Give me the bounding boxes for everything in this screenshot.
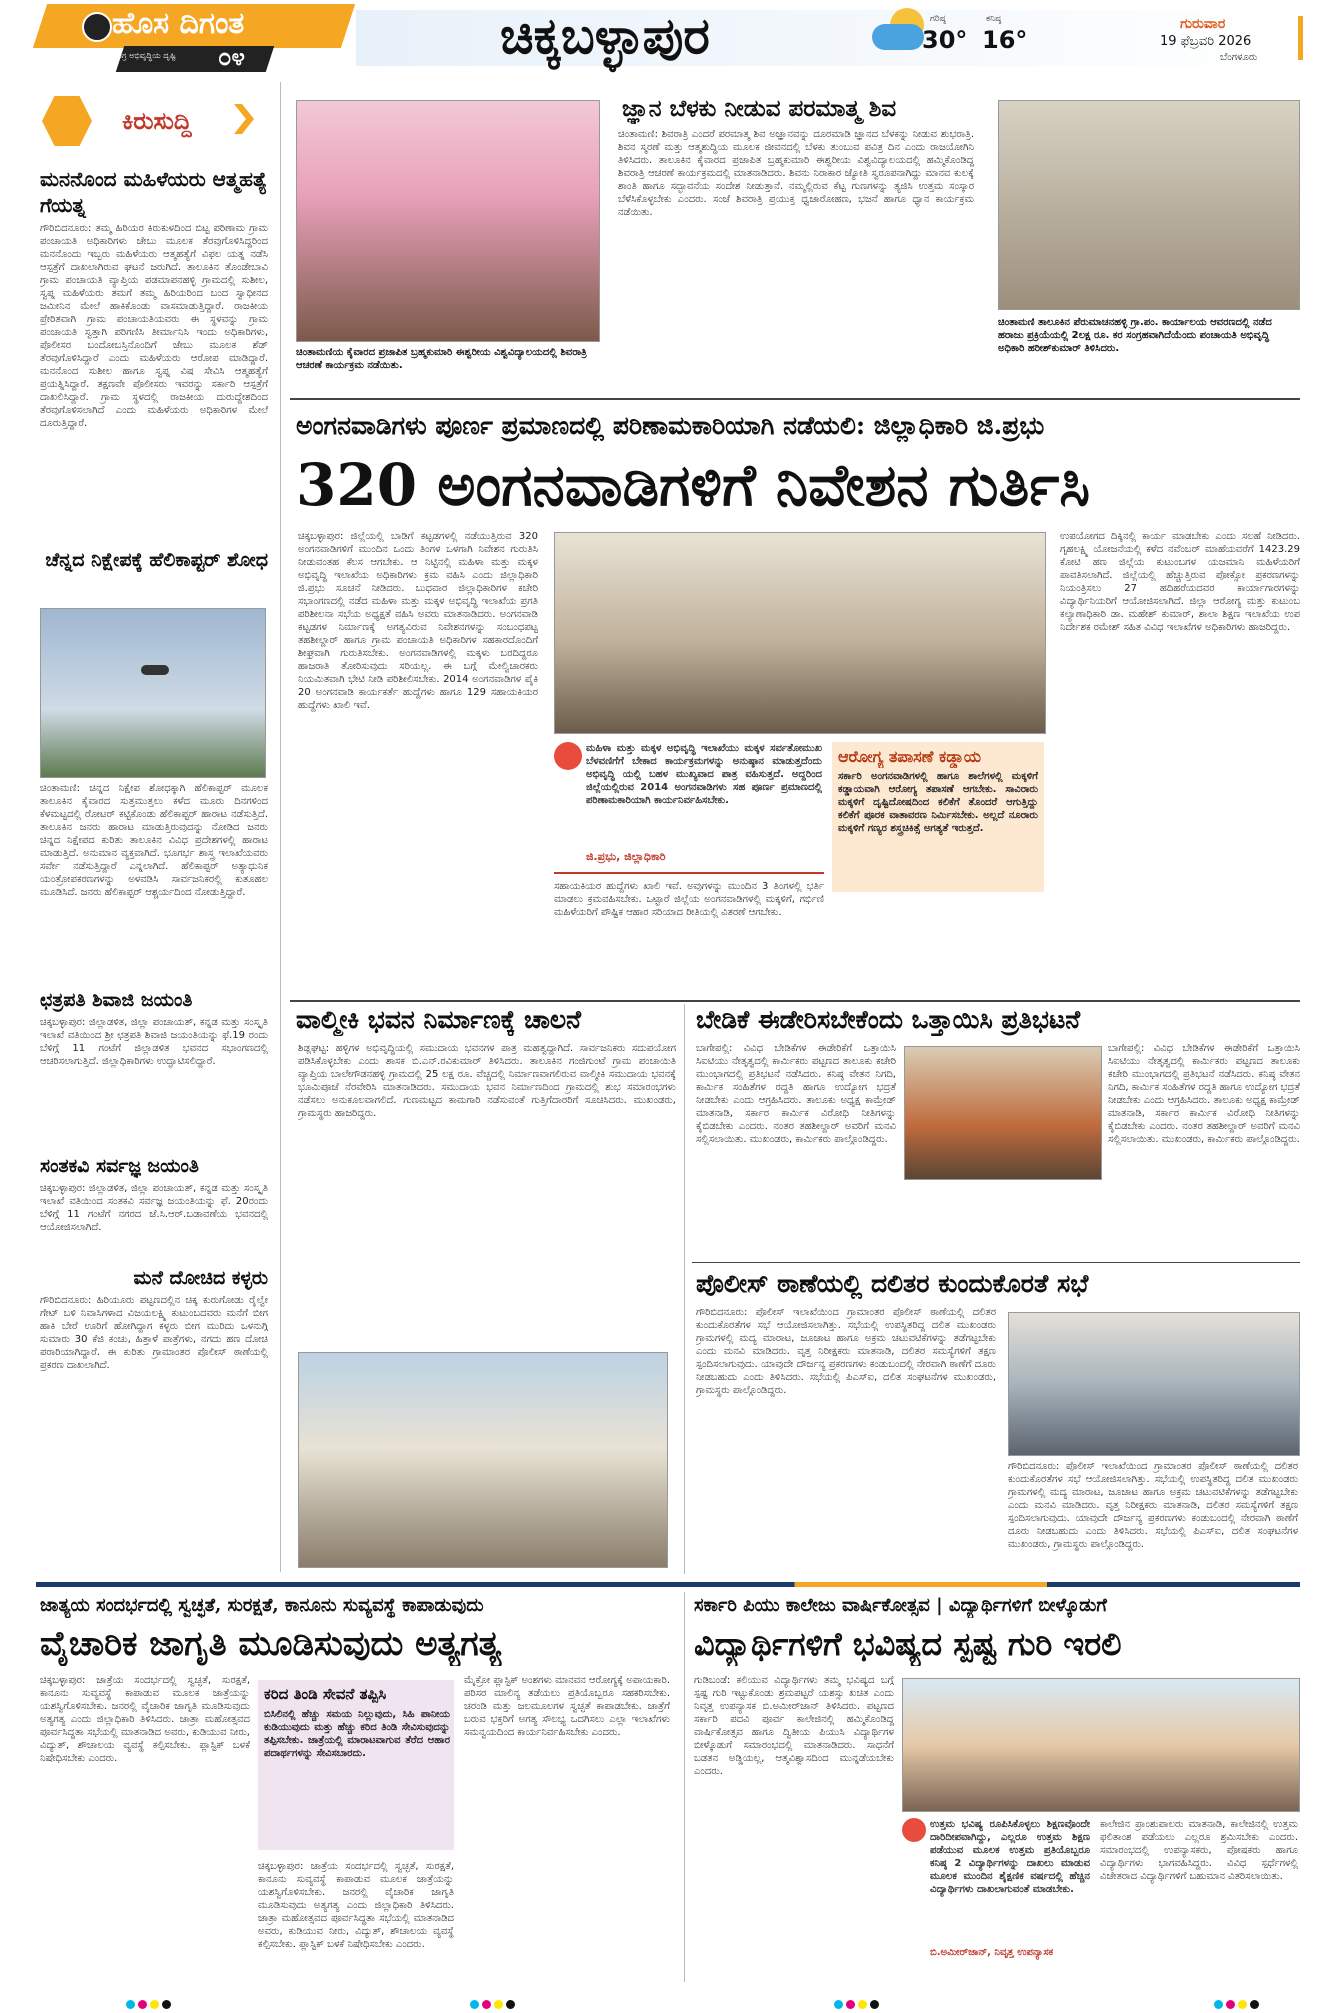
- shiva-story-body: ಚಿಂತಾಮಣಿ: ಶಿವರಾತ್ರಿ ಎಂದರೆ ಪರಮಾತ್ಮ ಶಿವ ಅಜ್ಞಾನವನ್ನು ದೂರಮಾಡಿ ಜ್ಞಾನದ ಬೆಳಕನ್ನು ನೀಡುವ ಶುಭರಾತ್ರಿ. ಶಿವನ ಸ್ಮರಣೆ ಮತ್ತು ಆತ್ಮಶುದ್ಧಿಯ ಮೂಲಕ ಜೀವನದಲ್ಲಿ ಬೆಳಕು ತುಂಬುವ ಪವಿತ್ರ ದಿನ ಎಂದು ರಾಜಯೋಗಿನಿ ತಿಳಿಸಿದರು. ತಾಲೂಕಿನ ಕೈವಾರದ ಪ್ರಜಾಪಿತ ಬ್ರಹ್ಮಕುಮಾರಿ ಈಶ್ವರೀಯ ವಿಶ್ವವಿದ್ಯಾಲಯದಲ್ಲಿ ಹಮ್ಮಿಕೊಂಡಿದ್ದ ಶಿವರಾತ್ರಿ ಆಚರಣೆ ಕಾರ್ಯಕ್ರಮದಲ್ಲಿ ಮಾತನಾಡಿದರು. ಶಿವನು ನಿರಾಕಾರ ಜ್ಯೋತಿ ಸ್ವರೂಪನಾಗಿದ್ದು ಮಾನವ ಕುಲಕ್ಕೆ ಶಾಂತಿ ಹಾಗೂ ಸದ್ಭಾವನೆಯ ಸಂದೇಶ ನೀಡುತ್ತಾನೆ. ನಮ್ಮಲ್ಲಿರುವ ಕೆಟ್ಟ ಗುಣಗಳನ್ನು ತ್ಯಜಿಸಿ ಉತ್ತಮ ಸಂಸ್ಕಾರ ಬೆಳೆಸಿಕೊಳ್ಳಬೇಕು ಎಂದರು. ಸಂಜೆ ಶಿವರಾತ್ರಿ ಪ್ರಯುಕ್ತ ಧ್ವಜಾರೋಹಣ, ಭಜನೆ ಹಾಗೂ ಧ್ಯಾನ ಕಾರ್ಯಕ್ರಮ ನಡೆಯಿತು.: [618, 129, 974, 218]
- brief-5-title: ಮನೆ ದೋಚಿದ ಕಳ್ಳರು: [133, 1267, 268, 1289]
- mid-rule: [290, 1000, 1300, 1002]
- max-temp-label: ಗರಿಷ್ಠ: [930, 14, 946, 24]
- max-temp: 30°: [922, 26, 968, 54]
- college-quote-text: ಉತ್ತಮ ಭವಿಷ್ಯ ರೂಪಿಸಿಕೊಳ್ಳಲು ಶಿಕ್ಷಣವೊಂದೇ ದಾರಿದೀಪವಾಗಿದ್ದು, ಎಲ್ಲರೂ ಉತ್ತಮ ಶಿಕ್ಷಣ ಪಡೆಯುವ ಮೂಲಕ ಉತ್ತಮ ಪ್ರತಿಯೊಬ್ಬರೂ ಕನಿಷ್ಠ 2 ವಿದ್ಯಾರ್ಥಿಗಳನ್ನು ದಾಖಲು ಮಾಡುವ ಮೂಲಕ ಮುಂದಿನ ಶೈಕ್ಷಣಿಕ ವರ್ಷದಲ್ಲಿ ಹೆಚ್ಚಿನ ವಿದ್ಯಾರ್ಥಿಗಳು ದಾಖಲಾಗುವಂತೆ ಮಾಡಬೇಕು.: [930, 1819, 1090, 1895]
- shivaratri-photo: [296, 100, 600, 342]
- lead-kicker: ಅಂಗನವಾಡಿಗಳು ಪೂರ್ಣ ಪ್ರಮಾಣದಲ್ಲಿ ಪರಿಣಾಮಕಾರಿಯಾಗಿ ನಡೆಯಲಿ: ಜಿಲ್ಲಾಧಿಕಾರಿ ಜಿ.ಪ್ರಭು: [296, 411, 1045, 440]
- meeting-photo: [554, 532, 1046, 734]
- quote-mark-icon-2: [902, 1818, 926, 1842]
- health-check-body: ಸರ್ಕಾರಿ ಅಂಗನವಾಡಿಗಳಲ್ಲಿ ಹಾಗೂ ಶಾಲೆಗಳಲ್ಲಿ ಮಕ್ಕಳಿಗೆ ಕಡ್ಡಾಯವಾಗಿ ಆರೋಗ್ಯ ತಪಾಸಣೆ ಆಗಬೇಕು. ಸಾವಿರಾರು ಮಕ್ಕಳಿಗೆ ದೃಷ್ಟಿದೋಷದಿಂದ ಕಲಿಕೆಗೆ ತೊಂದರೆ ಆಗುತ್ತಿದ್ದು ಕಲಿಕೆಗೆ ಪೂರಕ ವಾತಾವರಣ ನಿರ್ಮಿಸಬೇಕು. ಅಲ್ಲದೆ ನೂರಾರು ಮಕ್ಕಳಿಗೆ ಗಣ್ಯರ ಶಸ್ತ್ರಚಿಕಿತ್ಸೆ ಅಗತ್ಯತೆ ಇರುತ್ತದೆ.: [838, 771, 1038, 834]
- page-number: ೦೪: [218, 42, 245, 71]
- brief-1-title: ಮನನೊಂದ ಮಹಿಳೆಯರು ಆತ್ಮಹತ್ಯೆ ಗೆಯತ್ನ: [40, 167, 268, 217]
- valmiki-title: ವಾಲ್ಮೀಕಿ ಭವನ ನಿರ್ಮಾಣಕ್ಕೆ ಚಾಲನೆ: [296, 1005, 582, 1034]
- bottom-column-rule: [684, 1592, 685, 1982]
- helicopter-icon: [141, 665, 169, 675]
- weather-cloud-icon: [872, 24, 924, 50]
- protest-photo: [904, 1046, 1102, 1180]
- lead-quote-box: [554, 742, 824, 874]
- issue-day: ಗುರುವಾರ: [1180, 16, 1226, 32]
- edition-name: ಬೆಂಗಳೂರು: [1220, 52, 1258, 63]
- brand-name: ಹೊಸ ದಿಗಂತ: [112, 6, 245, 41]
- auction-photo: [998, 100, 1300, 310]
- protest-body: ಬಾಗೇಪಲ್ಲಿ: ವಿವಿಧ ಬೇಡಿಕೆಗಳ ಈಡೇರಿಕೆಗೆ ಒತ್ತಾಯಿಸಿ ಸಿಐಟಿಯು ನೇತೃತ್ವದಲ್ಲಿ ಕಾರ್ಮಿಕರು ಪಟ್ಟಣದ ತಾಲೂಕು ಕಚೇರಿ ಮುಂಭಾಗದಲ್ಲಿ ಪ್ರತಿಭಟನೆ ನಡೆಸಿದರು. ಕನಿಷ್ಠ ವೇತನ ನಿಗದಿ, ಕಾರ್ಮಿಕ ಸಂಹಿತೆಗಳ ರದ್ದತಿ ಹಾಗೂ ಉದ್ಯೋಗ ಭದ್ರತೆ ನೀಡಬೇಕು ಎಂದು ಆಗ್ರಹಿಸಿದರು. ತಾಲೂಕು ಅಧ್ಯಕ್ಷ ಕಾಮ್ರೇಡ್ ಮಾತನಾಡಿ, ಸರ್ಕಾರ ಕಾರ್ಮಿಕ ವಿರೋಧಿ ನೀತಿಗಳನ್ನು ಕೈಬಿಡಬೇಕು ಎಂದರು. ನಂತರ ತಹಶೀಲ್ದಾರ್ ಅವರಿಗೆ ಮನವಿ ಸಲ್ಲಿಸಲಾಯಿತು. ಮುಖಂಡರು, ಕಾರ್ಮಿಕರು ಪಾಲ್ಗೊಂಡಿದ್ದರು.: [696, 1043, 896, 1145]
- lead-col-1: ಚಿಕ್ಕಬಳ್ಳಾಪುರ: ಜಿಲ್ಲೆಯಲ್ಲಿ ಬಾಡಿಗೆ ಕಟ್ಟಡಗಳಲ್ಲಿ ನಡೆಯುತ್ತಿರುವ 320 ಅಂಗನವಾಡಿಗಳಿಗೆ ಮುಂದಿನ ಒಂದು ತಿಂಗಳ ಒಳಗಾಗಿ ನಿವೇಶನ ಗುರುತಿಸಿ ನೀಡುವಂತಹ ಕೆಲಸ ಆಗಬೇಕು. ಆ ನಿಟ್ಟಿನಲ್ಲಿ ಮಹಿಳಾ ಮತ್ತು ಮಕ್ಕಳ ಅಭಿವೃದ್ಧಿ ಇಲಾಖೆಯ ಅಧಿಕಾರಿಗಳು ಕ್ರಮ ವಹಿಸಿ ಎಂದು ಜಿಲ್ಲಾಧಿಕಾರಿ ಜಿ.ಪ್ರಭು ಸೂಚನೆ ನೀಡಿದರು. ಬುಧವಾರ ಜಿಲ್ಲಾಧಿಕಾರಿಗಳ ಕಚೇರಿ ಸಭಾಂಗಣದಲ್ಲಿ ನಡೆದ ಮಹಿಳಾ ಮತ್ತು ಮಕ್ಕಳ ಅಭಿವೃದ್ಧಿ ಇಲಾಖೆಯ ಪ್ರಗತಿ ಪರಿಶೀಲನಾ ಸಭೆಯ ಅಧ್ಯಕ್ಷತೆ ವಹಿಸಿ ಅವರು ಮಾತನಾಡಿದರು. ಅಂಗನವಾಡಿ ಕಟ್ಟಡಗಳ ನಿರ್ಮಾಣಕ್ಕೆ ಅಗತ್ಯವಿರುವ ನಿವೇಶನಗಳನ್ನು ಸಂಬಂಧಪಟ್ಟ ತಹಶೀಲ್ದಾರ್ ಹಾಗೂ ಗ್ರಾಮ ಪಂಚಾಯತಿ ಅಧಿಕಾರಿಗಳ ಸಹಕಾರದೊಂದಿಗೆ ಶೀಘ್ರವಾಗಿ ಗುರುತಿಸಬೇಕು. ಅಂಗನವಾಡಿಗಳಲ್ಲಿ ಮಕ್ಕಳು ಬರದಿದ್ದರೂ ಹಾಜರಾತಿ ತೋರಿಸುವುದು ಸರಿಯಲ್ಲ. ಈ ಬಗ್ಗೆ ಮೇಲ್ವಿಚಾರಕರು ನಿಯಮಿತವಾಗಿ ಭೇಟಿ ನೀಡಿ ಪರಿಶೀಲಿಸಬೇಕು. 2014 ಅಂಗನವಾಡಿಗಳ ಪೈಕಿ 20 ಅಂಗನವಾಡಿ ಕಾರ್ಯಕರ್ತೆ ಹುದ್ದೆಗಳು ಹಾಗೂ 129 ಸಹಾಯಕಿಯರ ಹುದ್ದೆಗಳು ಖಾಲಿ ಇವೆ.: [298, 531, 538, 711]
- college-body: ಗುಡಿಬಂಡೆ: ಕಲಿಯುವ ವಿದ್ಯಾರ್ಥಿಗಳು ತಮ್ಮ ಭವಿಷ್ಯದ ಬಗ್ಗೆ ಸ್ಪಷ್ಟ ಗುರಿ ಇಟ್ಟುಕೊಂಡು ಶ್ರಮಪಟ್ಟರೆ ಯಶಸ್ಸು ಖಚಿತ ಎಂದು ನಿವೃತ್ತ ಉಪನ್ಯಾಸಕ ಬಿ.ಅಮೀರ್‌ಜಾನ್ ತಿಳಿಸಿದರು. ಪಟ್ಟಣದ ಸರ್ಕಾರಿ ಪದವಿ ಪೂರ್ವ ಕಾಲೇಜಿನಲ್ಲಿ ಹಮ್ಮಿಕೊಂಡಿದ್ದ ವಾರ್ಷಿಕೋತ್ಸವ ಹಾಗೂ ದ್ವಿತೀಯ ಪಿಯುಸಿ ವಿದ್ಯಾರ್ಥಿಗಳ ಬೀಳ್ಕೊಡುಗೆ ಸಮಾರಂಭದಲ್ಲಿ ಮಾತನಾಡಿದರು. ಸಾಧನೆಗೆ ಬಡತನ ಅಡ್ಡಿಯಲ್ಲ, ಆತ್ಮವಿಶ್ವಾಸದಿಂದ ಮುನ್ನಡೆಯಬೇಕು ಎಂದರು.: [694, 1675, 894, 1777]
- brief-3-title: ಛತ್ರಪತಿ ಶಿವಾಜಿ ಜಯಂತಿ: [40, 989, 193, 1011]
- lead-col-2: ಸಹಾಯಕಿಯರ ಹುದ್ದೆಗಳು ಖಾಲಿ ಇವೆ. ಅವುಗಳನ್ನು ಮುಂದಿನ 3 ತಿಂಗಳಲ್ಲಿ ಭರ್ತಿ ಮಾಡಲು ಕ್ರಮವಹಿಸಬೇಕು. ಒಟ್ಟಾರೆ ಜಿಲ್ಲೆಯ ಅಂಗನವಾಡಿಗಳಲ್ಲಿ ಮಕ್ಕಳಿಗೆ, ಗರ್ಭಿಣಿ ಮಹಿಳೆಯರಿಗೆ ಪೌಷ್ಟಿಕ ಆಹಾರ ಸರಿಯಾದ ರೀತಿಯಲ್ಲಿ ವಿತರಣೆ ಆಗಬೇಕು.: [554, 881, 824, 918]
- shiva-story-title: ಜ್ಞಾನ ಬೆಳಕು ನೀಡುವ ಪರಮಾತ್ಮ ಶಿವ: [622, 95, 897, 122]
- brief-2-body: ಚಿಂತಾಮಣಿ: ಚಿನ್ನದ ನಿಕ್ಷೇಪ ಶೋಧಕ್ಕಾಗಿ ಹೆಲಿಕಾಪ್ಟರ್ ಮೂಲಕ ತಾಲೂಕಿನ ಕೈವಾರದ ಸುತ್ತಮುತ್ತಲು ಕಳೆದ ಮೂರು ದಿನಗಳಿಂದ ಕೆಳಮಟ್ಟದಲ್ಲಿ ರೋಟರ್ ಕಟ್ಟಿಕೊಂಡು ಹೆಲಿಕಾಪ್ಟರ್ ಹಾರಾಟ ನಡೆಸುತ್ತಿದೆ. ತಾಲೂಕಿನ ಜನರು ಹಾರಾಟ ಮಾಡುತ್ತಿರುವುದನ್ನು ನೋಡಿದ ಜನರು ಚಿನ್ನದ ನಿಕ್ಷೇಪದ ಕುರಿತು ತಾಲೂಕಿನ ವಿವಿಧ ಪ್ರದೇಶಗಳಲ್ಲಿ ಹಾರಾಟ ಮಾಡುತ್ತಿದೆ. ಅನುಮಾನ ವ್ಯಕ್ತವಾಗಿದೆ. ಭೂಗರ್ಭ ಶಾಸ್ತ್ರ ಇಲಾಖೆಯವರು ಸರ್ವೇ ನಡೆಸುತ್ತಿದ್ದಾರೆ ಎನ್ನಲಾಗಿದೆ. ಹೆಲಿಕಾಪ್ಟರ್ ಅತ್ಯಾಧುನಿಕ ಯಂತ್ರೋಪಕರಣಗಳನ್ನು ಅಳವಡಿಸಿ ಸಾರ್ವಜನಿಕರಲ್ಲಿ ಕುತೂಹಲ ಮೂಡಿಸಿದೆ. ಜನರು ಹೆಲಿಕಾಪ್ಟರ್ ಆಶ್ಚರ್ಯದಿಂದ ನೋಡುತ್ತಿದ್ದಾರೆ.: [40, 783, 268, 898]
- valmiki-body: ಶಿಡ್ಲಘಟ್ಟ: ಹಳ್ಳಿಗಳ ಅಭಿವೃದ್ಧಿಯಲ್ಲಿ ಸಮುದಾಯ ಭವನಗಳ ಪಾತ್ರ ಮಹತ್ವದ್ದಾಗಿದೆ. ಸಾರ್ವಜನಿಕರು ಸದುಪಯೋಗ ಪಡಿಸಿಕೊಳ್ಳಬೇಕು ಎಂದು ಶಾಸಕ ಬಿ.ಎನ್.ರವಿಕುಮಾರ್ ತಿಳಿಸಿದರು. ತಾಲೂಕಿನ ಗಂಜಿಗುಂಟೆ ಗ್ರಾಮ ಪಂಚಾಯಿತಿ ವ್ಯಾಪ್ತಿಯ ಬಾಲೇಗೌಡನಹಳ್ಳಿ ಗ್ರಾಮದಲ್ಲಿ 25 ಲಕ್ಷ ರೂ. ವೆಚ್ಚದಲ್ಲಿ ನಿರ್ಮಾಣವಾಗಲಿರುವ ವಾಲ್ಮೀಕಿ ಸಮುದಾಯ ಭವನಕ್ಕೆ ಭೂಮಿಪೂಜೆ ನೆರವೇರಿಸಿ ಮಾತನಾಡಿದರು. ಸಮುದಾಯ ಭವನ ನಿರ್ಮಾಣದಿಂದ ಗ್ರಾಮದಲ್ಲಿ ಶುಭ ಸಮಾರಂಭಗಳು ನಡೆಸಲು ಅನುಕೂಲವಾಗಲಿದೆ. ಗುಣಮಟ್ಟದ ಕಾಮಗಾರಿ ನಡೆಸುವಂತೆ ಗುತ್ತಿಗೆದಾರರಿಗೆ ಸೂಚಿಸಿದರು. ಮುಖಂಡರು, ಗ್ರಾಮಸ್ಥರು ಹಾಜರಿದ್ದರು.: [298, 1043, 676, 1119]
- auction-photo-caption: ಚಿಂತಾಮಣಿ ತಾಲೂಕಿನ ಪೆರುಮಾಚನಹಳ್ಳಿ ಗ್ರಾ.ಪಂ. ಕಾರ್ಯಾಲಯ ಆವರಣದಲ್ಲಿ ನಡೆದ ಹರಾಜು ಪ್ರಕ್ರಿಯೆಯಲ್ಲಿ 2ಲಕ್ಷ ರೂ. ಕರ ಸಂಗ್ರಹವಾಗಿದೆಯೆಂದು ಪಂಚಾಯತಿ ಅಭಿವೃದ್ಧಿ ಅಧಿಕಾರಿ ಹರೀಶ್‌ಕುಮಾರ್ ತಿಳಿಸಿದರು.: [998, 317, 1272, 354]
- lead-top-rule: [290, 398, 1300, 400]
- college-headline: ವಿದ್ಯಾರ್ಥಿಗಳಿಗೆ ಭವಿಷ್ಯದ ಸ್ಪಷ್ಟ ಗುರಿ ಇರಲಿ: [694, 1625, 1122, 1663]
- college-col-3: ಕಾಲೇಜಿನ ಪ್ರಾಂಶುಪಾಲರು ಮಾತನಾಡಿ, ಕಾಲೇಜಿನಲ್ಲಿ ಉತ್ತಮ ಫಲಿತಾಂಶ ಪಡೆಯಲು ಎಲ್ಲರೂ ಶ್ರಮಿಸಬೇಕು ಎಂದರು. ಸಮಾರಂಭದಲ್ಲಿ ಉಪನ್ಯಾಸಕರು, ಪೋಷಕರು ಹಾಗೂ ವಿದ್ಯಾರ್ಥಿಗಳು ಭಾಗವಹಿಸಿದ್ದರು. ವಿವಿಧ ಸ್ಪರ್ಧೆಗಳಲ್ಲಿ ವಿಜೇತರಾದ ವಿದ್ಯಾರ್ಥಿಗಳಿಗೆ ಬಹುಮಾನ ವಿತರಿಸಲಾಯಿತು.: [1100, 1819, 1298, 1882]
- hand-icon: [42, 96, 92, 146]
- kirusuddi-badge: [38, 92, 258, 152]
- brief-3-body: ಚಿಕ್ಕಬಳ್ಳಾಪುರ: ಜಿಲ್ಲಾಡಳಿತ, ಜಿಲ್ಲಾ ಪಂಚಾಯತ್, ಕನ್ನಡ ಮತ್ತು ಸಂಸ್ಕೃತಿ ಇಲಾಖೆ ವತಿಯಿಂದ ಶ್ರೀ ಛತ್ರಪತಿ ಶಿವಾಜಿ ಜಯಂತಿಯನ್ನು ಫೆ.19 ರಂದು ಬೆಳಿಗ್ಗೆ 11 ಗಂಟೆಗೆ ಜಿಲ್ಲಾಡಳಿತ ಭವನದ ಸಭಾಂಗಣದಲ್ಲಿ ಆಚರಿಸಲಾಗುತ್ತಿದೆ. ಜಿಲ್ಲಾಧಿಕಾರಿಗಳು ಉದ್ಘಾಟಿಸಲಿದ್ದಾರೆ.: [40, 1017, 268, 1067]
- shivaratri-photo-caption: ಚಿಂತಾಮಣಿಯ ಕೈವಾರದ ಪ್ರಜಾಪಿತ ಬ್ರಹ್ಮಕುಮಾರಿ ಈಶ್ವರೀಯ ವಿಶ್ವವಿದ್ಯಾಲಯದಲ್ಲಿ ಶಿವರಾತ್ರಿ ಆಚರಣೆ ಕಾರ್ಯಕ್ರಮ ನಡೆಯಿತು.: [296, 347, 587, 371]
- chevron-right-icon: [234, 104, 254, 134]
- lead-quote-author: ಜಿ.ಪ್ರಭು, ಜಿಲ್ಲಾಧಿಕಾರಿ: [586, 850, 666, 863]
- lead-col-3: ಉಪಯೋಗದ ದಿಕ್ಕಿನಲ್ಲಿ ಕಾರ್ಯ ಮಾಡಬೇಕು ಎಂದು ಸಲಹೆ ನೀಡಿದರು. ಗೃಹಲಕ್ಷ್ಮಿ ಯೋಜನೆಯಲ್ಲಿ ಕಳೆದ ನವೆಂಬರ್ ಮಾಹೆಯವರೆಗೆ 1423.29 ಕೋಟಿ ಹಣ ಜಿಲ್ಲೆಯ ಕುಟುಂಬಗಳ ಯಜಮಾನಿ ಮಹಿಳೆಯರಿಗೆ ಪಾವತಿಸಲಾಗಿದೆ. ಜಿಲ್ಲೆಯಲ್ಲಿ ಹೆಚ್ಚುತ್ತಿರುವ ಪೋಕ್ಸೋ ಪ್ರಕರಣಗಳನ್ನು ನಿಯಂತ್ರಿಸಲು 27 ಹದಿಹರೆಯದವರ ಕಾರ್ಯಾಗಾರಗಳನ್ನು ವಿದ್ಯಾರ್ಥಿನಿಯರಿಗೆ ಆಯೋಜಿಸಲಾಗಿದೆ. ಜಿಲ್ಲಾ ಆರೋಗ್ಯ ಮತ್ತು ಕುಟುಂಬ ಕಲ್ಯಾಣಾಧಿಕಾರಿ ಡಾ. ಮಹೇಶ್ ಕುಮಾರ್, ಶಾಲಾ ಶಿಕ್ಷಣ ಇಲಾಖೆಯ ಉಪ ನಿರ್ದೇಶಕ ರಮೇಶ್ ಸಹಿತ ವಿವಿಧ ಇಲಾಖೆಗಳ ಅಧಿಕಾರಿಗಳು ಹಾಜರಿದ್ದರು.: [1060, 531, 1300, 633]
- police-photo: [1008, 1312, 1300, 1456]
- quote-mark-icon: [554, 742, 582, 770]
- jatre-kicker: ಜಾತ್ಯಯ ಸಂದರ್ಭದಲ್ಲಿ ಸ್ವಚ್ಛತೆ, ಸುರಕ್ಷತೆ, ಕಾನೂನು ಸುವ್ಯವಸ್ಥೆ ಕಾಪಾಡುವುದು: [40, 1595, 484, 1616]
- jatre-headline: ವೈಚಾರಿಕ ಜಾಗೃತಿ ಮೂಡಿಸುವುದು ಅತ್ಯಗತ್ಯ: [40, 1624, 502, 1664]
- lead-quote-text: ಮಹಿಳಾ ಮತ್ತು ಮಕ್ಕಳ ಅಭಿವೃದ್ಧಿ ಇಲಾಖೆಯು ಮಕ್ಕಳ ಸರ್ವತೋಮುಖ ಬೆಳವಣಿಗೆಗೆ ಬೇಕಾದ ಕಾರ್ಯಕ್ರಮಗಳನ್ನು ಅನುಷ್ಠಾನ ಮಾಡುತ್ತದೆಂದು ಅಭಿವೃದ್ಧಿ ಯಲ್ಲಿ ಬಹಳ ಮುಖ್ಯವಾದ ಪಾತ್ರ ವಹಿಸುತ್ತದೆ. ಅದ್ದರಿಂದ ಜಿಲ್ಲೆಯಲ್ಲಿರುವ 2014 ಅಂಗನವಾಡಿಗಳು ಸಹ ಪೂರ್ಣ ಪ್ರಮಾಣದಲ್ಲಿ ಪರಿಣಾಮಕಾರಿಯಾಗಿ ಕಾರ್ಯನಿರ್ವಹಿಸಬೇಕು.: [586, 743, 822, 806]
- city-banner: [356, 10, 1296, 66]
- jatre-body: ಚಿಕ್ಕಬಳ್ಳಾಪುರ: ಜಾತ್ರೆಯ ಸಂದರ್ಭದಲ್ಲಿ ಸ್ವಚ್ಛತೆ, ಸುರಕ್ಷತೆ, ಕಾನೂನು ಸುವ್ಯವಸ್ಥೆ ಕಾಪಾಡುವ ಮೂಲಕ ಜಾತ್ರೆಯನ್ನು ಯಶಸ್ವಿಗೊಳಿಸಬೇಕು. ಜನರಲ್ಲಿ ವೈಚಾರಿಕ ಜಾಗೃತಿ ಮೂಡಿಸುವುದು ಅತ್ಯಗತ್ಯ ಎಂದು ಜಿಲ್ಲಾಧಿಕಾರಿ ತಿಳಿಸಿದರು. ಜಾತ್ರಾ ಮಹೋತ್ಸವದ ಪೂರ್ವಸಿದ್ಧತಾ ಸಭೆಯಲ್ಲಿ ಮಾತನಾಡಿದ ಅವರು, ಕುಡಿಯುವ ನೀರು, ವಿದ್ಯುತ್, ಶೌಚಾಲಯ ವ್ಯವಸ್ಥೆ ಕಲ್ಪಿಸಬೇಕು. ಪ್ಲಾಸ್ಟಿಕ್ ಬಳಕೆ ನಿಷೇಧಿಸಬೇಕು ಎಂದರು.: [40, 1675, 250, 1764]
- health-check-title: ಆರೋಗ್ಯ ತಪಾಸಣೆ ಕಡ್ಡಾಯ: [838, 747, 981, 766]
- masthead-accent-bar: [1298, 16, 1303, 60]
- registration-marks-right: [1214, 1994, 1262, 2013]
- brief-2-title: ಚೆನ್ನದ ನಿಕ್ಷೇಪಕ್ಕೆ ಹೆಲಿಕಾಪ್ಟರ್ ಶೋಧ: [45, 549, 268, 571]
- police-title: ಪೊಲೀಸ್ ಠಾಣೆಯಲ್ಲಿ ದಲಿತರ ಕುಂದುಕೊರತೆ ಸಭೆ: [696, 1269, 1089, 1298]
- min-temp: 16°: [982, 26, 1028, 54]
- min-temp-label: ಕನಿಷ್ಠ: [986, 14, 1002, 24]
- mid-column-rule: [684, 1004, 685, 1574]
- left-column-rule: [280, 82, 281, 1572]
- registration-marks-mid: [470, 1994, 518, 2013]
- issue-date: 19 ಫೆಬ್ರವರಿ 2026: [1160, 34, 1252, 49]
- brief-1-body: ಗೌರಿಬಿದನೂರು: ತಮ್ಮ ಹಿರಿಯರ ಕಿರುಕುಳದಿಂದ ಬಿಟ್ಟ ಪರಿಣಾಮ ಗ್ರಾಮ ಪಂಚಾಯತಿ ಅಧಿಕಾರಿಗಳು ಜೇಬು ಮೂಲಕ ತೆರವುಗೊಳಿಸಿದ್ದರಿಂದ ಮನನೊಂದು ಇಬ್ಬರು ಮಹಿಳೆಯರು ಆತ್ಮಹತ್ಯೆಗೆ ವಿಫಲ ಯತ್ನ ನಡೆಸಿ ಆಸ್ಪತ್ರೆಗೆ ದಾಖಲಾಗಿರುವ ಘಟನೆ ಜರುಗಿದೆ. ತಾಲೂಕಿನ ತೊಂಡೇಬಾವಿ ಗ್ರಾಮ ಪಂಚಾಯತಿ ವ್ಯಾಪ್ತಿಯ ಪಡಮಾಪನಹಳ್ಳಿ ಗ್ರಾಮದಲ್ಲಿ ಸುಶೀಲ, ಸ್ವಪ್ನ ಮಹಿಳೆಯರು ತಮಗೆ ತಮ್ಮ ಹಿರಿಯರಿಂದ ಬಂದ ಸ್ವಾಧೀನದ ಜಮೀನಿನ ಮೇಲೆ ಹಾಕಿಕೊಂಡು ವಾಸಮಾಡುತ್ತಿದ್ದಾರೆ. ರಾಜಕೀಯ ಪ್ರೇರಿತವಾಗಿ ಗ್ರಾಮ ಪಂಚಾಯತಿಯವರು ಈ ಸ್ಥಳವನ್ನು ಗ್ರಾಮ ಪಂಚಾಯತಿ ಸ್ವತ್ತಾಗಿ ಪರಿಗಣಿಸಿ ತೀರ್ಮಾನಿಸಿ ಇಂದು ಅಧಿಕಾರಿಗಳು, ಪೊಲೀಸರ ಬಂದೋಬಸ್ತಿನೊಂದಿಗೆ ಜೇಬು ಮೂಲಕ ಶೆಡ್ ತೆರವುಗೊಳಿಸಿದ್ದಾರೆ ಎಂದು ಮಹಿಳೆಯರು ಆರೋಪ ಮಾಡಿದ್ದಾರೆ. ಮನನೊಂದ ಸುಶೀಲ ಹಾಗೂ ಸ್ವಪ್ನ ವಿಷ ಸೇವಿಸಿ ಆತ್ಮಹತ್ಯೆಗೆ ಪ್ರಯತ್ನಿಸಿದ್ದಾರೆ. ತಕ್ಷಣವೇ ಪೊಲೀಸರು ಇವರನ್ನು ಸರ್ಕಾರಿ ಆಸ್ಪತ್ರೆಗೆ ದಾಖಲಿಸಿದ್ದಾರೆ. ಗ್ರಾಮ ಸ್ಥಳದಲ್ಲಿ ರಾಜಕೀಯ ದುರುದ್ದೇಶದಿಂದ ತೆರವುಗೊಳಿಸಲಾಗಿದೆ ಎಂದು ಮಹಿಳೆಯರು ಅಧಿಕಾರಿಗಳ ಮೇಲೆ ದೂರುತ್ತಿದ್ದಾರೆ.: [40, 223, 268, 429]
- lead-headline: 320 ಅಂಗನವಾಡಿಗಳಿಗೆ ನಿವೇಶನ ಗುರ್ತಿಸಿ: [296, 451, 1091, 519]
- city-title: ಚಿಕ್ಕಬಳ್ಳಾಪುರ: [500, 6, 710, 65]
- helicopter-photo: [40, 608, 266, 778]
- brief-5-body: ಗೌರಿಬಿದನೂರು: ಹಿರಿಯೂರು ಪಟ್ಟಣದಲ್ಲಿನ ಚಿಕ್ಕ ಕುರುಗೋಡು ರೈಲ್ವೇ ಗೇಟ್ ಬಳಿ ನಿವಾಸಿಗಳಾದ ವಿಜಯಲಕ್ಷ್ಮಿ ಕುಟುಂಬದವರು ಮನೆಗೆ ಬೀಗ ಹಾಕಿ ಬೇರೆ ಊರಿಗೆ ಹೋಗಿದ್ದಾಗ ಕಳ್ಳರು ಬೀಗ ಮುರಿದು ಒಳನುಗ್ಗಿ ಸುಮಾರು 30 ಕೆಜಿ ಕಂಚು, ಹಿತ್ತಾಳೆ ಪಾತ್ರೆಗಳು, ನಗದು ಹಣ ದೋಚಿ ಪರಾರಿಯಾಗಿದ್ದಾರೆ. ಈ ಕುರಿತು ಗ್ರಾಮಾಂತರ ಪೊಲೀಸ್ ಠಾಣೆಯಲ್ಲಿ ಪ್ರಕರಣ ದಾಖಲಾಗಿದೆ.: [40, 1295, 268, 1371]
- logo-emblem-icon: [82, 12, 112, 42]
- jatre-col-2: ಮೈಕ್ರೋ ಪ್ಲಾಸ್ಟಿಕ್ ಅಂಶಗಳು ಮಾನವನ ಆರೋಗ್ಯಕ್ಕೆ ಅಪಾಯಕಾರಿ. ಪರಿಸರ ಮಾಲಿನ್ಯ ತಡೆಯಲು ಪ್ರತಿಯೊಬ್ಬರೂ ಸಹಕರಿಸಬೇಕು. ಚರಂಡಿ ಮತ್ತು ಜಲಮೂಲಗಳ ಸ್ವಚ್ಛತೆ ಕಾಪಾಡಬೇಕು. ಜಾತ್ರೆಗೆ ಬರುವ ಭಕ್ತರಿಗೆ ಅಗತ್ಯ ಸೌಲಭ್ಯ ಒದಗಿಸಲು ಎಲ್ಲಾ ಇಲಾಖೆಗಳು ಸಮನ್ವಯದಿಂದ ಕಾರ್ಯನಿರ್ವಹಿಸಬೇಕು ಎಂದರು.: [464, 1675, 670, 1738]
- bottom-color-band: [36, 1582, 1300, 1587]
- police-top-rule: [692, 1262, 1300, 1263]
- protest-body-cont: ಬಾಗೇಪಲ್ಲಿ: ವಿವಿಧ ಬೇಡಿಕೆಗಳ ಈಡೇರಿಕೆಗೆ ಒತ್ತಾಯಿಸಿ ಸಿಐಟಿಯು ನೇತೃತ್ವದಲ್ಲಿ ಕಾರ್ಮಿಕರು ಪಟ್ಟಣದ ತಾಲೂಕು ಕಚೇರಿ ಮುಂಭಾಗದಲ್ಲಿ ಪ್ರತಿಭಟನೆ ನಡೆಸಿದರು. ಕನಿಷ್ಠ ವೇತನ ನಿಗದಿ, ಕಾರ್ಮಿಕ ಸಂಹಿತೆಗಳ ರದ್ದತಿ ಹಾಗೂ ಉದ್ಯೋಗ ಭದ್ರತೆ ನೀಡಬೇಕು ಎಂದು ಆಗ್ರಹಿಸಿದರು. ತಾಲೂಕು ಅಧ್ಯಕ್ಷ ಕಾಮ್ರೇಡ್ ಮಾತನಾಡಿ, ಸರ್ಕಾರ ಕಾರ್ಮಿಕ ವಿರೋಧಿ ನೀತಿಗಳನ್ನು ಕೈಬಿಡಬೇಕು ಎಂದರು. ನಂತರ ತಹಶೀಲ್ದಾರ್ ಅವರಿಗೆ ಮನವಿ ಸಲ್ಲಿಸಲಾಯಿತು. ಮುಖಂಡರು, ಕಾರ್ಮಿಕರು ಪಾಲ್ಗೊಂಡಿದ್ದರು.: [1108, 1043, 1300, 1145]
- college-photo: [902, 1678, 1300, 1812]
- police-body: ಗೌರಿಬಿದನೂರು: ಪೊಲೀಸ್ ಇಲಾಖೆಯಿಂದ ಗ್ರಾಮಾಂತರ ಪೊಲೀಸ್ ಠಾಣೆಯಲ್ಲಿ ದಲಿತರ ಕುಂದುಕೊರತೆಗಳ ಸಭೆ ಆಯೋಜಿಸಲಾಗಿತ್ತು. ಸಭೆಯಲ್ಲಿ ಉಪಸ್ಥಿತರಿದ್ದ ದಲಿತ ಮುಖಂಡರು ಗ್ರಾಮಗಳಲ್ಲಿ ಮದ್ಯ ಮಾರಾಟ, ಜೂಜಾಟ ಹಾಗೂ ಅಕ್ರಮ ಚಟುವಟಿಕೆಗಳನ್ನು ತಡೆಗಟ್ಟಬೇಕು ಎಂದು ಮನವಿ ಮಾಡಿದರು. ವೃತ್ತ ನಿರೀಕ್ಷಕರು ಮಾತನಾಡಿ, ದಲಿತರ ಸಮಸ್ಯೆಗಳಿಗೆ ತಕ್ಷಣ ಸ್ಪಂದಿಸಲಾಗುವುದು. ಯಾವುದೇ ದೌರ್ಜನ್ಯ ಪ್ರಕರಣಗಳು ಕಂಡುಬಂದಲ್ಲಿ ನೇರವಾಗಿ ಠಾಣೆಗೆ ದೂರು ನೀಡಬಹುದು ಎಂದು ತಿಳಿಸಿದರು. ಸಭೆಯಲ್ಲಿ ಪಿಎಸ್ಐ, ದಲಿತ ಸಂಘಟನೆಗಳ ಮುಖಂಡರು, ಗ್ರಾಮಸ್ಥರು ಪಾಲ್ಗೊಂಡಿದ್ದರು.: [696, 1307, 996, 1396]
- valmiki-photo: [298, 1352, 668, 1568]
- college-quote-box: [902, 1818, 1092, 1974]
- fried-food-body: ಬಿಸಿಲಿನಲ್ಲಿ ಹೆಚ್ಚು ಸಮಯ ನಿಲ್ಲುವುದು, ಸಿಹಿ ಪಾನೀಯ ಕುಡಿಯುವುದು ಮತ್ತು ಹೆಚ್ಚು ಕರಿದ ತಿಂಡಿ ಸೇವಿಸುವುದನ್ನು ತಪ್ಪಿಸಬೇಕು. ಜಾತ್ರೆಯಲ್ಲಿ ಮಾರಾಟವಾಗುವ ತೆರೆದ ಆಹಾರ ಪದಾರ್ಥಗಳನ್ನು ಸೇವಿಸಬಾರದು.: [264, 1709, 450, 1759]
- protest-title: ಬೇಡಿಕೆ ಈಡೇರಿಸಬೇಕೆಂದು ಒತ್ತಾಯಿಸಿ ಪ್ರತಿಭಟನೆ: [696, 1005, 1081, 1034]
- college-quote-author: ಬಿ.ಅಮೀರ್‌ಜಾನ್, ನಿವೃತ್ತ ಉಪನ್ಯಾಸಕ: [930, 1947, 1054, 1958]
- brief-4-body: ಚಿಕ್ಕಬಳ್ಳಾಪುರ: ಜಿಲ್ಲಾಡಳಿತ, ಜಿಲ್ಲಾ ಪಂಚಾಯತ್, ಕನ್ನಡ ಮತ್ತು ಸಂಸ್ಕೃತಿ ಇಲಾಖೆ ವತಿಯಿಂದ ಸಂತಕವಿ ಸರ್ವಜ್ಞ ಜಯಂತಿಯನ್ನು ಫೆ. 20ರಂದು ಬೆಳಿಗ್ಗೆ 11 ಗಂಟೆಗೆ ನಗರದ ಜೆ.ಸಿ.ಆರ್.ಬಡಾವಣೆಯ ಭವನದಲ್ಲಿ ಆಯೋಜಿಸಲಾಗಿದೆ.: [40, 1183, 268, 1233]
- brand-tagline: ಸಮಗ್ರ ಅಭಿವೃದ್ಧಿಯ ದೃಷ್ಟಿ: [110, 51, 176, 60]
- kirusuddi-label: ಕಿರುಸುದ್ದಿ: [122, 106, 192, 135]
- fried-food-title: ಕರಿದ ತಿಂಡಿ ಸೇವನೆ ತಪ್ಪಿಸಿ: [264, 1685, 387, 1703]
- registration-marks-mid-2: [834, 1994, 882, 2013]
- health-check-box: [832, 742, 1044, 892]
- brief-4-title: ಸಂತಕವಿ ಸರ್ವಜ್ಞ ಜಯಂತಿ: [40, 1155, 199, 1177]
- college-kicker: ಸರ್ಕಾರಿ ಪಿಯು ಕಾಲೇಜು ವಾರ್ಷಿಕೋತ್ಸವ | ವಿದ್ಯಾರ್ಥಿಗಳಿಗೆ ಬೀಳ್ಕೊಡುಗೆ: [694, 1595, 1107, 1616]
- masthead: [0, 0, 1339, 70]
- registration-marks-left: [126, 1994, 174, 2013]
- jatre-body-cont: ಚಿಕ್ಕಬಳ್ಳಾಪುರ: ಜಾತ್ರೆಯ ಸಂದರ್ಭದಲ್ಲಿ ಸ್ವಚ್ಛತೆ, ಸುರಕ್ಷತೆ, ಕಾನೂನು ಸುವ್ಯವಸ್ಥೆ ಕಾಪಾಡುವ ಮೂಲಕ ಜಾತ್ರೆಯನ್ನು ಯಶಸ್ವಿಗೊಳಿಸಬೇಕು. ಜನರಲ್ಲಿ ವೈಚಾರಿಕ ಜಾಗೃತಿ ಮೂಡಿಸುವುದು ಅತ್ಯಗತ್ಯ ಎಂದು ಜಿಲ್ಲಾಧಿಕಾರಿ ತಿಳಿಸಿದರು. ಜಾತ್ರಾ ಮಹೋತ್ಸವದ ಪೂರ್ವಸಿದ್ಧತಾ ಸಭೆಯಲ್ಲಿ ಮಾತನಾಡಿದ ಅವರು, ಕುಡಿಯುವ ನೀರು, ವಿದ್ಯುತ್, ಶೌಚಾಲಯ ವ್ಯವಸ್ಥೆ ಕಲ್ಪಿಸಬೇಕು. ಪ್ಲಾಸ್ಟಿಕ್ ಬಳಕೆ ನಿಷೇಧಿಸಬೇಕು ಎಂದರು.: [258, 1861, 454, 1950]
- fried-food-box: [258, 1680, 454, 1850]
- police-body-cont: ಗೌರಿಬಿದನೂರು: ಪೊಲೀಸ್ ಇಲಾಖೆಯಿಂದ ಗ್ರಾಮಾಂತರ ಪೊಲೀಸ್ ಠಾಣೆಯಲ್ಲಿ ದಲಿತರ ಕುಂದುಕೊರತೆಗಳ ಸಭೆ ಆಯೋಜಿಸಲಾಗಿತ್ತು. ಸಭೆಯಲ್ಲಿ ಉಪಸ್ಥಿತರಿದ್ದ ದಲಿತ ಮುಖಂಡರು ಗ್ರಾಮಗಳಲ್ಲಿ ಮದ್ಯ ಮಾರಾಟ, ಜೂಜಾಟ ಹಾಗೂ ಅಕ್ರಮ ಚಟುವಟಿಕೆಗಳನ್ನು ತಡೆಗಟ್ಟಬೇಕು ಎಂದು ಮನವಿ ಮಾಡಿದರು. ವೃತ್ತ ನಿರೀಕ್ಷಕರು ಮಾತನಾಡಿ, ದಲಿತರ ಸಮಸ್ಯೆಗಳಿಗೆ ತಕ್ಷಣ ಸ್ಪಂದಿಸಲಾಗುವುದು. ಯಾವುದೇ ದೌರ್ಜನ್ಯ ಪ್ರಕರಣಗಳು ಕಂಡುಬಂದಲ್ಲಿ ನೇರವಾಗಿ ಠಾಣೆಗೆ ದೂರು ನೀಡಬಹುದು ಎಂದು ತಿಳಿಸಿದರು. ಸಭೆಯಲ್ಲಿ ಪಿಎಸ್ಐ, ದಲಿತ ಸಂಘಟನೆಗಳ ಮುಖಂಡರು, ಗ್ರಾಮಸ್ಥರು ಪಾಲ್ಗೊಂಡಿದ್ದರು.: [1008, 1461, 1298, 1550]
